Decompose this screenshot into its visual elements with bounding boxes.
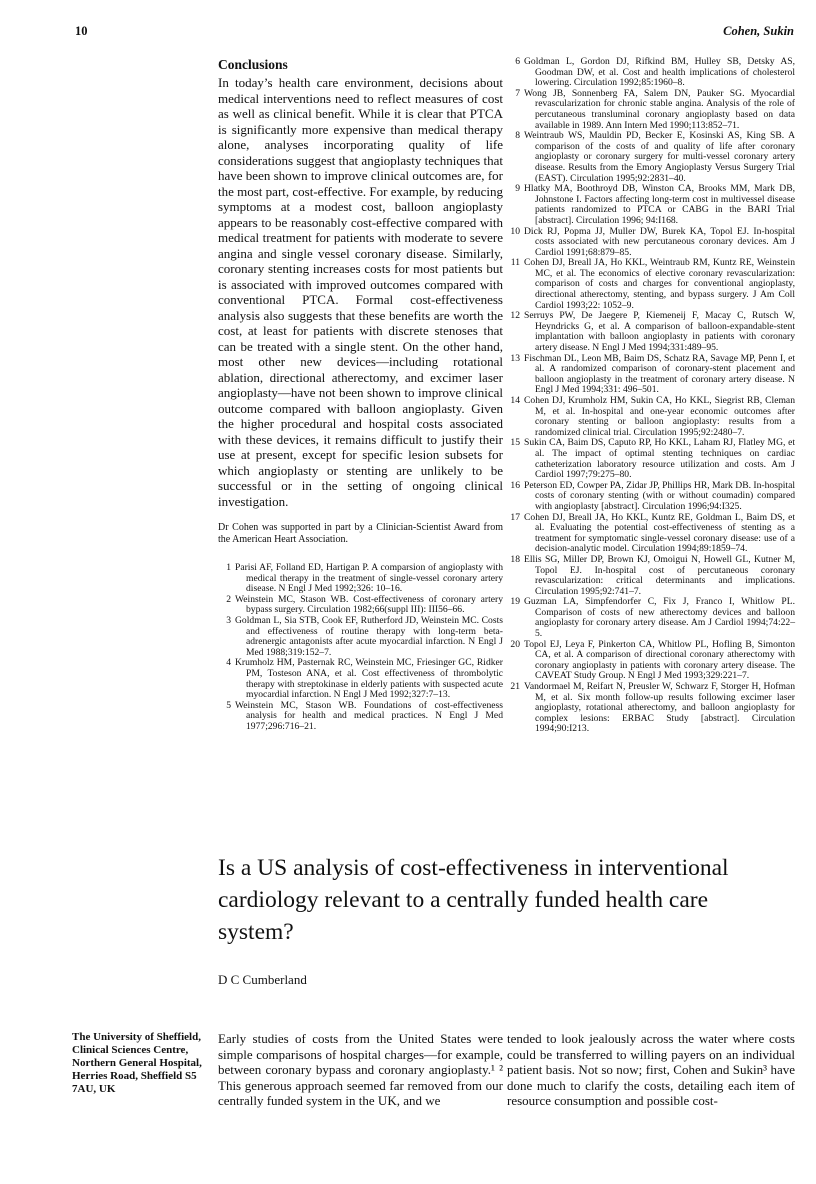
- reference-number: 17: [510, 511, 520, 523]
- article-author: D C Cumberland: [218, 972, 307, 987]
- page-number: 10: [75, 24, 88, 38]
- reference-number: 11: [510, 257, 520, 269]
- reference-item: [507, 396, 795, 438]
- reference-text: Weinstein MC, Stason WB. Cost-effectiveness of coronary artery bypass surgery. Circulation 1982;66(suppl III): III56–66.: [235, 593, 503, 616]
- reference-text: Krumholz HM, Pasternak RC, Weinstein MC, Friesinger GC, Ridker PM, Tosteson ANA, et al. Cost effectiveness of thrombolytic therapy with streptokinase in elderly patients with suspected acute myocardial infarction. N Engl J Med 1992;327:7–13.: [235, 657, 503, 701]
- editorial-paragraph-2: tended to look jealously across the water where costs could be transferred to willing payers on an individual patient basis. Not so now; first, Cohen and Sukin³ have done much to clarify the costs, detailing each item of resource consumption and possible cost-: [507, 1031, 795, 1108]
- reference-text: Goldman L, Gordon DJ, Rifkind BM, Hulley SB, Detsky AS, Goodman DW, et al. Cost and health implications of cholesterol lowering. Circulation 1992;85:1960–8.: [524, 56, 795, 89]
- reference-number: 5: [226, 699, 231, 711]
- reference-item: [507, 513, 795, 555]
- reference-list-left: [218, 563, 503, 733]
- reference-item: [507, 438, 795, 480]
- reference-item: [507, 131, 795, 184]
- reference-item: [507, 640, 795, 682]
- reference-item: [507, 89, 795, 131]
- author-affiliation: The University of Sheffield, Clinical Sciences Centre, Northern General Hospital, Herries Road, Sheffield S5 7AU, UK: [72, 1031, 202, 1095]
- reference-number: 7: [515, 87, 520, 99]
- reference-text: Goldman L, Sia STB, Cook EF, Rutherford JD, Weinstein MC. Costs and effectiveness of routine therapy with long-term beta-adrenergic antagonists after acute myocardial infarction. N Engl J Med 1988;319:152–7.: [235, 614, 503, 658]
- reference-number: 9: [515, 183, 520, 195]
- reference-text: Weinstein MC, Stason WB. Foundations of cost-effectiveness analysis for health and medical practices. N Engl J Med 1977;296:716–21.: [235, 699, 503, 732]
- reference-item: [507, 597, 795, 639]
- reference-number: 15: [510, 437, 520, 449]
- reference-number: 2: [226, 593, 231, 605]
- reference-item: [507, 555, 795, 597]
- reference-text: Cohen DJ, Krumholz HM, Sukin CA, Ho KKL, Siegrist RB, Cleman M, et al. In-hospital and one-year economic outcomes after coronary stenting or balloon angioplasty: results from a randomized clinical trial. Circulation 1995;92:2480–7.: [524, 395, 795, 438]
- reference-number: 18: [510, 553, 520, 565]
- reference-number: 19: [510, 596, 520, 608]
- editorial-paragraph-1: Early studies of costs from the United States were simple comparisons of hospital charges—for example, between coronary bypass and coronary angioplasty.¹ ² This generous approach seemed far removed from our centrally funded system in the UK, and we: [218, 1031, 503, 1108]
- right-column: [507, 57, 795, 735]
- reference-text: Peterson ED, Cowper PA, Zidar JP, Phillips HR, Mark DB. In-hospital costs of coronary stenting (with or without coumadin) compared with angioplasty [abstract]. Circulation 1996;94:I325.: [524, 479, 795, 512]
- reference-item: [507, 682, 795, 735]
- conclusions-heading: Conclusions: [218, 57, 288, 72]
- reference-number: 6: [515, 56, 520, 67]
- reference-number: 13: [510, 352, 520, 364]
- reference-item: [218, 701, 503, 733]
- reference-number: 20: [510, 638, 520, 650]
- reference-number: 16: [510, 479, 520, 491]
- reference-item: [507, 311, 795, 353]
- editorial-body-column-2: [507, 1031, 795, 1109]
- reference-text: Dick RJ, Popma JJ, Muller DW, Burek KA, Topol EJ. In-hospital costs associated with new percutaneous coronary devices. Am J Cardiol 1991;68:879–85.: [524, 225, 795, 258]
- reference-item: [507, 354, 795, 396]
- reference-list-right: [507, 57, 795, 735]
- reference-item: [507, 227, 795, 259]
- reference-text: Cohen DJ, Breall JA, Ho KKL, Weintraub RM, Kuntz RE, Weinstein MC, et al. The economics of elective coronary revascularization: comparison of costs and charges for conventional angioplasty, directional atherectomy, stenting, and bypass surgery. J Am Coll Cardiol 1993;22: 1052–9.: [524, 257, 795, 311]
- reference-text: Serruys PW, De Jaegere P, Kiemeneij F, Macay C, Rutsch W, Heyndricks G, et al. A comparison of balloon-expandable-stent implantation with balloon angioplasty in patients with coronary artery disease. N Engl J Med 1994;331:489–95.: [524, 310, 795, 354]
- reference-number: 21: [510, 681, 520, 693]
- reference-item: [507, 57, 795, 89]
- acknowledgment-note: Dr Cohen was supported in part by a Clinician-Scientist Award from the American Heart Association.: [218, 522, 503, 545]
- reference-text: Parisi AF, Folland ED, Hartigan P. A comparsion of angioplasty with medical therapy in the treatment of single-vessel coronary artery disease. N Engl J Med 1992;326: 10–16.: [235, 562, 503, 595]
- article-title: Is a US analysis of cost-effectiveness in interventional cardiology relevant to a centrally funded health care system?: [218, 855, 729, 945]
- reference-item: [507, 481, 795, 513]
- conclusions-paragraph: In today’s health care environment, decisions about medical interventions need to reflect measures of cost as well as clinical benefit. While it is clear that PTCA is significantly more expensive than medical therapy alone, analyses incorporating quality of life considerations suggest that angioplasty techniques that have been shown to improve clinical outcomes are, for the most part, cost-effective. For example, by reducing symptoms at a modest cost, balloon angioplasty appears to be reasonably cost-effective compared with medical treatment for patients with moderate to severe angina and single vessel coronary disease. Similarly, coronary stenting increases costs for most patients but is associated with improved outcomes compared with conventional PTCA. Formal cost-effectiveness analysis also suggests that these benefits are worth the cost, at least for patients with discrete stenoses that can be treated with a single stent. On the other hand, most other new devices—including rotational ablation, directional atherectomy, and excimer laser angioplasty—have not been shown to improve clinical outcome compared with balloon angioplasty. Given the higher procedural and hospital costs associated with these devices, it remains difficult to justify their use at present, except for specific lesion subsets for which angioplasty or stenting are unlikely to be successful or in the setting of ongoing clinical investigation.: [218, 75, 503, 509]
- reference-text: Weintraub WS, Mauldin PD, Becker E, Kosinski AS, King SB. A comparison of the costs of and quality of life after coronary angioplasty or coronary surgery for multi-vessel coronary artery disease. Results from the Emory Angioplasty Versus Surgery Trial (EAST). Circulation 1995;92:2831–40.: [524, 130, 795, 184]
- running-head: Cohen, Sukin: [723, 24, 794, 38]
- reference-number: 12: [510, 310, 520, 322]
- reference-number: 10: [510, 225, 520, 237]
- reference-text: Sukin CA, Baim DS, Caputo RP, Ho KKL, Laham RJ, Flatley MG, et al. The impact of optimal stenting techniques on cardiac catheterization laboratory resource utilization and costs. Am J Cardiol 1997;79:275–80.: [524, 437, 795, 481]
- reference-item: [218, 658, 503, 700]
- reference-text: Fischman DL, Leon MB, Baim DS, Schatz RA, Savage MP, Penn I, et al. A randomized comparison of coronary-stent placement and balloon angioplasty in the treatment of coronary artery disease. N Engl J Med 1994;331: 496–501.: [524, 352, 795, 396]
- reference-number: 4: [226, 657, 231, 669]
- reference-item: [218, 563, 503, 595]
- left-column: [218, 57, 503, 733]
- reference-item: [218, 595, 503, 616]
- editorial-body-column-1: [218, 1031, 503, 1109]
- reference-number: 1: [226, 562, 231, 573]
- reference-item: [507, 184, 795, 226]
- reference-item: [218, 616, 503, 658]
- reference-number: 14: [510, 395, 520, 406]
- reference-text: Wong JB, Sonnenberg FA, Salem DN, Pauker SG. Myocardial revascularization for chronic stable angina. Analysis of the role of percutaneous transluminal coronary angioplasty based on data available in 1989. Ann Intern Med 1990;113:852–71.: [524, 87, 795, 131]
- reference-text: Ellis SG, Miller DP, Brown KJ, Omoigui N, Howell GL, Kutner M, Topol EJ. In-hospital cost of percutaneous coronary revascularization: critical determinants and implications. Circulation 1995;92:741–7.: [524, 553, 795, 597]
- reference-number: 3: [226, 614, 231, 626]
- reference-text: Vandormael M, Reifart N, Preusler W, Schwarz F, Storger H, Hofman M, et al. Six month follow-up results following excimer laser angioplasty, rotational atherectomy, and balloon angioplasty for complex lesions: ERBAC Study [abstract]. Circulation 1994;90:I213.: [524, 681, 795, 735]
- reference-text: Hlatky MA, Boothroyd DB, Winston CA, Brooks MM, Mark DB, Johnstone I. Factors affecting long-term cost in multivessel disease patients randomized to PTCA or CABG in the BARI Trial [abstract]. Circulation 1996; 94:I168.: [524, 183, 795, 226]
- reference-item: [507, 258, 795, 311]
- reference-text: Guzman LA, Simpfendorfer C, Fix J, Franco I, Whitlow PL. Comparison of costs of new atherectomy devices and balloon angioplasty for coronary artery disease. Am J Cardiol 1994;74:22–5.: [524, 596, 795, 640]
- reference-number: 8: [515, 130, 520, 142]
- reference-text: Cohen DJ, Breall JA, Ho KKL, Kuntz RE, Goldman L, Baim DS, et al. Evaluating the potential cost-effectiveness of stenting as a treatment for symptomatic single-vessel coronary disease: use of a decision-analytic model. Circulation 1994;89:1859–74.: [524, 511, 795, 555]
- reference-text: Topol EJ, Leya F, Pinkerton CA, Whitlow PL, Hofling B, Simonton CA, et al. A comparison of directional coronary atherectomy with coronary angioplasty in patients with coronary artery disease. The CAVEAT Study Group. N Engl J Med 1993;329:221–7.: [524, 638, 795, 682]
